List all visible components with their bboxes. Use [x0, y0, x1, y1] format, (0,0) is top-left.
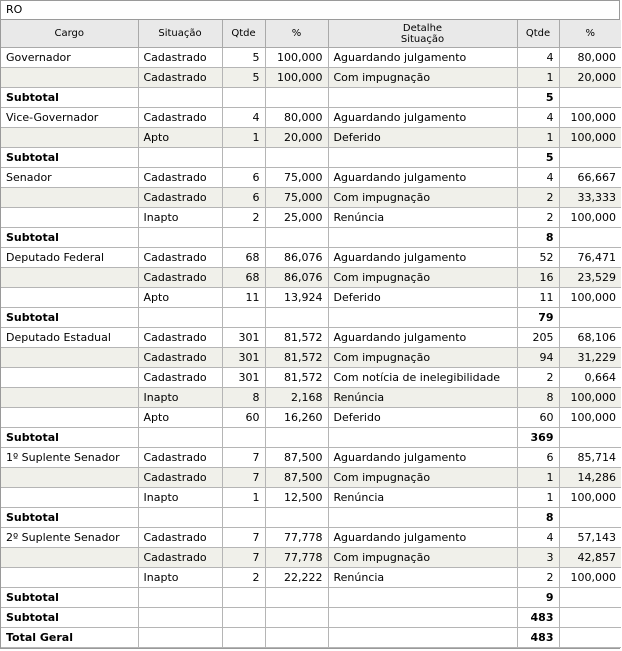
subtotal-empty: [222, 428, 265, 448]
cell-situacao: Cadastrado: [138, 248, 222, 268]
subtotal-qtde: 9: [517, 588, 559, 608]
cell-qtde-detalhe: 60: [517, 408, 559, 428]
cell-detalhe: Aguardando julgamento: [328, 108, 517, 128]
cell-pct-detalhe: 20,000: [559, 68, 621, 88]
subtotal-empty: [559, 228, 621, 248]
cell-pct-detalhe: 100,000: [559, 128, 621, 148]
cell-qtde-detalhe: 11: [517, 288, 559, 308]
subtotal-empty: [138, 88, 222, 108]
subtotal-empty: [138, 588, 222, 608]
subtotal-empty: [559, 508, 621, 528]
subtotal-label: Subtotal: [1, 308, 138, 328]
cell-pct: 75,000: [265, 188, 328, 208]
cell-qtde: 7: [222, 528, 265, 548]
cell-pct: 20,000: [265, 128, 328, 148]
cell-detalhe: Renúncia: [328, 388, 517, 408]
table-row: [1, 208, 621, 228]
subtotal-label: Subtotal: [1, 88, 138, 108]
cell-qtde: 7: [222, 468, 265, 488]
cell-situacao: Cadastrado: [138, 348, 222, 368]
subtotal-empty: [559, 608, 621, 628]
subtotal-row: [1, 88, 621, 108]
cell-qtde-detalhe: 16: [517, 268, 559, 288]
subtotal-empty: [222, 148, 265, 168]
subtotal-empty: [265, 228, 328, 248]
table-row: [1, 408, 621, 428]
subtotal-empty: [265, 428, 328, 448]
header-detalhe-situacao: [328, 20, 517, 48]
subtotal-empty: [265, 148, 328, 168]
subtotal-row: [1, 508, 621, 528]
cell-pct-detalhe: 76,471: [559, 248, 621, 268]
cell-pct-detalhe: 100,000: [559, 568, 621, 588]
cell-qtde-detalhe: 2: [517, 568, 559, 588]
cell-situacao: Apto: [138, 288, 222, 308]
subtotal-qtde: 369: [517, 428, 559, 448]
cell-qtde-detalhe: 205: [517, 328, 559, 348]
candidates-table: [1, 20, 621, 648]
cell-detalhe: Aguardando julgamento: [328, 48, 517, 68]
cell-qtde: 2: [222, 208, 265, 228]
cell-cargo: [1, 548, 138, 568]
header-pct-detalhe: %: [559, 20, 621, 48]
cell-cargo: Governador: [1, 48, 138, 68]
subtotal-empty: [222, 628, 265, 648]
cell-qtde: 301: [222, 328, 265, 348]
subtotal-empty: [265, 88, 328, 108]
cell-detalhe: Com impugnação: [328, 468, 517, 488]
cell-detalhe: Renúncia: [328, 568, 517, 588]
cell-qtde-detalhe: 52: [517, 248, 559, 268]
subtotal-row: [1, 148, 621, 168]
subtotal-label: Total Geral: [1, 628, 138, 648]
cell-situacao: Cadastrado: [138, 468, 222, 488]
cell-qtde: 7: [222, 448, 265, 468]
table-row: [1, 268, 621, 288]
cell-pct: 22,222: [265, 568, 328, 588]
subtotal-qtde: 5: [517, 148, 559, 168]
cell-detalhe: Aguardando julgamento: [328, 328, 517, 348]
table-row: [1, 348, 621, 368]
cell-qtde-detalhe: 2: [517, 368, 559, 388]
subtotal-empty: [265, 608, 328, 628]
cell-detalhe: Com impugnação: [328, 548, 517, 568]
cell-qtde-detalhe: 2: [517, 208, 559, 228]
subtotal-qtde: 8: [517, 508, 559, 528]
subtotal-empty: [328, 88, 517, 108]
cell-pct-detalhe: 33,333: [559, 188, 621, 208]
cell-detalhe: Com impugnação: [328, 268, 517, 288]
table-row: [1, 568, 621, 588]
subtotal-empty: [265, 588, 328, 608]
cell-qtde: 7: [222, 548, 265, 568]
subtotal-empty: [328, 308, 517, 328]
cell-qtde-detalhe: 4: [517, 48, 559, 68]
subtotal-row: [1, 608, 621, 628]
state-title: RO: [1, 1, 619, 20]
cell-situacao: Cadastrado: [138, 188, 222, 208]
cell-cargo: [1, 128, 138, 148]
cell-situacao: Inapto: [138, 388, 222, 408]
cell-detalhe: Deferido: [328, 408, 517, 428]
cell-cargo: Deputado Estadual: [1, 328, 138, 348]
cell-pct-detalhe: 100,000: [559, 208, 621, 228]
subtotal-empty: [559, 628, 621, 648]
cell-pct-detalhe: 0,664: [559, 368, 621, 388]
cell-pct: 13,924: [265, 288, 328, 308]
cell-qtde-detalhe: 3: [517, 548, 559, 568]
cell-cargo: [1, 568, 138, 588]
subtotal-empty: [265, 508, 328, 528]
header-qtde-detalhe: Qtde: [517, 20, 559, 48]
cell-cargo: Vice-Governador: [1, 108, 138, 128]
cell-cargo: [1, 468, 138, 488]
cell-pct: 86,076: [265, 248, 328, 268]
table-row: [1, 48, 621, 68]
cell-qtde: 68: [222, 248, 265, 268]
subtotal-label: Subtotal: [1, 148, 138, 168]
cell-pct-detalhe: 66,667: [559, 168, 621, 188]
cell-situacao: Cadastrado: [138, 328, 222, 348]
cell-pct-detalhe: 100,000: [559, 288, 621, 308]
subtotal-empty: [559, 148, 621, 168]
cell-detalhe: Deferido: [328, 288, 517, 308]
table-row: [1, 68, 621, 88]
cell-cargo: [1, 368, 138, 388]
subtotal-row: [1, 428, 621, 448]
cell-qtde: 301: [222, 368, 265, 388]
cell-situacao: Cadastrado: [138, 108, 222, 128]
cell-situacao: Cadastrado: [138, 48, 222, 68]
cell-qtde: 68: [222, 268, 265, 288]
cell-cargo: [1, 388, 138, 408]
cell-situacao: Cadastrado: [138, 528, 222, 548]
table-row: [1, 108, 621, 128]
cell-qtde-detalhe: 1: [517, 128, 559, 148]
subtotal-empty: [222, 588, 265, 608]
cell-qtde-detalhe: 4: [517, 528, 559, 548]
header-row: [1, 20, 621, 48]
subtotal-row: [1, 308, 621, 328]
cell-qtde-detalhe: 1: [517, 488, 559, 508]
cell-qtde: 8: [222, 388, 265, 408]
table-body: [1, 48, 621, 648]
subtotal-row: [1, 588, 621, 608]
subtotal-empty: [138, 508, 222, 528]
cell-cargo: [1, 288, 138, 308]
subtotal-empty: [265, 308, 328, 328]
cell-pct: 86,076: [265, 268, 328, 288]
subtotal-empty: [328, 508, 517, 528]
cell-cargo: [1, 408, 138, 428]
cell-pct: 77,778: [265, 528, 328, 548]
subtotal-qtde: 79: [517, 308, 559, 328]
table-row: [1, 448, 621, 468]
cell-qtde: 4: [222, 108, 265, 128]
subtotal-empty: [265, 628, 328, 648]
cell-situacao: Inapto: [138, 488, 222, 508]
cell-qtde-detalhe: 1: [517, 68, 559, 88]
table-row: [1, 368, 621, 388]
subtotal-label: Subtotal: [1, 428, 138, 448]
subtotal-empty: [222, 228, 265, 248]
subtotal-empty: [328, 588, 517, 608]
subtotal-empty: [328, 428, 517, 448]
cell-cargo: Senador: [1, 168, 138, 188]
cell-situacao: Inapto: [138, 208, 222, 228]
cell-situacao: Apto: [138, 128, 222, 148]
table-row: [1, 468, 621, 488]
cell-cargo: 1º Suplente Senador: [1, 448, 138, 468]
cell-qtde: 2: [222, 568, 265, 588]
cell-qtde: 1: [222, 488, 265, 508]
cell-pct: 16,260: [265, 408, 328, 428]
header-qtde: Qtde: [222, 20, 265, 48]
cell-pct: 100,000: [265, 48, 328, 68]
table-row: [1, 128, 621, 148]
cell-pct-detalhe: 80,000: [559, 48, 621, 68]
cell-qtde: 301: [222, 348, 265, 368]
subtotal-empty: [328, 228, 517, 248]
cell-cargo: [1, 188, 138, 208]
subtotal-empty: [328, 608, 517, 628]
cell-pct: 80,000: [265, 108, 328, 128]
cell-detalhe: Aguardando julgamento: [328, 448, 517, 468]
cell-cargo: [1, 488, 138, 508]
cell-situacao: Cadastrado: [138, 268, 222, 288]
subtotal-empty: [559, 588, 621, 608]
cell-pct-detalhe: 42,857: [559, 548, 621, 568]
table-row: [1, 548, 621, 568]
subtotal-empty: [328, 148, 517, 168]
cell-detalhe: Renúncia: [328, 208, 517, 228]
subtotal-empty: [138, 228, 222, 248]
cell-detalhe: Aguardando julgamento: [328, 168, 517, 188]
subtotal-empty: [222, 308, 265, 328]
table-row: [1, 168, 621, 188]
cell-qtde-detalhe: 1: [517, 468, 559, 488]
cell-situacao: Cadastrado: [138, 368, 222, 388]
subtotal-empty: [138, 628, 222, 648]
subtotal-qtde: 483: [517, 628, 559, 648]
header-detalhe-line1: Detalhe: [402, 22, 443, 34]
cell-cargo: [1, 208, 138, 228]
subtotal-label: Subtotal: [1, 508, 138, 528]
subtotal-empty: [559, 88, 621, 108]
cell-pct: 77,778: [265, 548, 328, 568]
cell-qtde: 11: [222, 288, 265, 308]
cell-situacao: Apto: [138, 408, 222, 428]
cell-pct: 81,572: [265, 348, 328, 368]
cell-detalhe: Renúncia: [328, 488, 517, 508]
table-row: [1, 248, 621, 268]
cell-situacao: Cadastrado: [138, 548, 222, 568]
cell-cargo: [1, 68, 138, 88]
table-row: [1, 188, 621, 208]
cell-pct: 87,500: [265, 468, 328, 488]
table-row: [1, 488, 621, 508]
cell-pct-detalhe: 57,143: [559, 528, 621, 548]
cell-cargo: [1, 348, 138, 368]
cell-pct: 81,572: [265, 328, 328, 348]
cell-pct: 12,500: [265, 488, 328, 508]
subtotal-empty: [559, 428, 621, 448]
cell-pct: 2,168: [265, 388, 328, 408]
subtotal-qtde: 5: [517, 88, 559, 108]
subtotal-empty: [222, 508, 265, 528]
cell-situacao: Cadastrado: [138, 68, 222, 88]
cell-qtde: 5: [222, 48, 265, 68]
subtotal-label: Subtotal: [1, 228, 138, 248]
cell-pct-detalhe: 14,286: [559, 468, 621, 488]
header-detalhe-line2: Situação: [400, 33, 445, 45]
cell-qtde: 6: [222, 188, 265, 208]
cell-qtde-detalhe: 6: [517, 448, 559, 468]
subtotal-row: [1, 228, 621, 248]
cell-detalhe: Com impugnação: [328, 188, 517, 208]
cell-situacao: Cadastrado: [138, 168, 222, 188]
cell-qtde: 5: [222, 68, 265, 88]
cell-cargo: Deputado Federal: [1, 248, 138, 268]
cell-detalhe: Aguardando julgamento: [328, 528, 517, 548]
cell-pct: 100,000: [265, 68, 328, 88]
cell-detalhe: Com impugnação: [328, 68, 517, 88]
header-pct: %: [265, 20, 328, 48]
cell-situacao: Inapto: [138, 568, 222, 588]
cell-qtde: 60: [222, 408, 265, 428]
subtotal-empty: [138, 148, 222, 168]
cell-pct: 25,000: [265, 208, 328, 228]
table-row: [1, 528, 621, 548]
cell-detalhe: Aguardando julgamento: [328, 248, 517, 268]
table-row: [1, 288, 621, 308]
cell-detalhe: Deferido: [328, 128, 517, 148]
cell-qtde-detalhe: 94: [517, 348, 559, 368]
cell-pct: 75,000: [265, 168, 328, 188]
cell-pct-detalhe: 23,529: [559, 268, 621, 288]
subtotal-empty: [222, 88, 265, 108]
cell-qtde-detalhe: 4: [517, 108, 559, 128]
subtotal-qtde: 483: [517, 608, 559, 628]
cell-pct-detalhe: 100,000: [559, 488, 621, 508]
subtotal-empty: [559, 308, 621, 328]
total-row: [1, 628, 621, 648]
subtotal-qtde: 8: [517, 228, 559, 248]
cell-pct: 81,572: [265, 368, 328, 388]
cell-qtde-detalhe: 4: [517, 168, 559, 188]
table-row: [1, 388, 621, 408]
cell-qtde-detalhe: 8: [517, 388, 559, 408]
subtotal-label: Subtotal: [1, 608, 138, 628]
subtotal-empty: [138, 428, 222, 448]
subtotal-empty: [328, 628, 517, 648]
header-cargo: Cargo: [1, 20, 138, 48]
cell-pct-detalhe: 85,714: [559, 448, 621, 468]
cell-pct-detalhe: 31,229: [559, 348, 621, 368]
cell-cargo: 2º Suplente Senador: [1, 528, 138, 548]
cell-pct-detalhe: 68,106: [559, 328, 621, 348]
cell-situacao: Cadastrado: [138, 448, 222, 468]
cell-qtde: 1: [222, 128, 265, 148]
cell-pct: 87,500: [265, 448, 328, 468]
cell-detalhe: Com notícia de inelegibilidade: [328, 368, 517, 388]
table-row: [1, 328, 621, 348]
subtotal-empty: [138, 308, 222, 328]
cell-pct-detalhe: 100,000: [559, 108, 621, 128]
cell-qtde: 6: [222, 168, 265, 188]
cell-qtde-detalhe: 2: [517, 188, 559, 208]
cell-cargo: [1, 268, 138, 288]
subtotal-label: Subtotal: [1, 588, 138, 608]
subtotal-empty: [138, 608, 222, 628]
cell-detalhe: Com impugnação: [328, 348, 517, 368]
cell-pct-detalhe: 100,000: [559, 408, 621, 428]
header-situacao: Situação: [138, 20, 222, 48]
cell-pct-detalhe: 100,000: [559, 388, 621, 408]
subtotal-empty: [222, 608, 265, 628]
